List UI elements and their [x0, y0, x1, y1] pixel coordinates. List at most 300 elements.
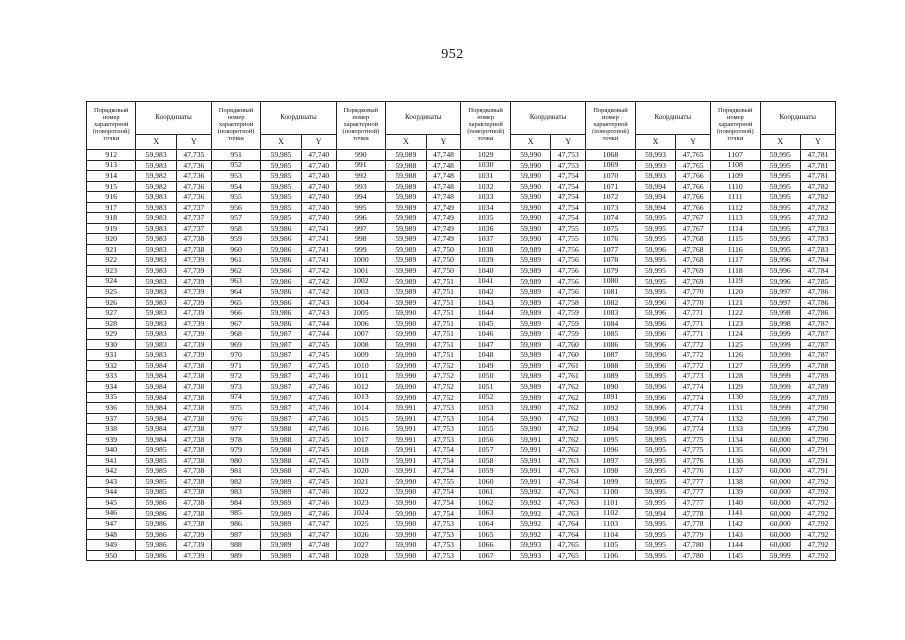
table-row: [87, 392, 836, 403]
point-number-cell: 1076: [586, 234, 635, 245]
point-number-cell: 1074: [586, 213, 635, 224]
coord-y-cell: 47,746: [301, 382, 336, 393]
point-number-cell: 1069: [586, 160, 635, 171]
table-row: [87, 466, 836, 477]
coord-x-cell: 59,996: [635, 424, 675, 435]
table-row: [87, 540, 836, 551]
coord-y-cell: 47,741: [301, 234, 336, 245]
point-number-cell: 1138: [711, 476, 760, 487]
coord-y-cell: 47,762: [551, 445, 586, 456]
coord-y-cell: 47,792: [801, 476, 836, 487]
coord-y-cell: 47,738: [176, 424, 211, 435]
point-number-cell: 1114: [711, 223, 760, 234]
coord-y-cell: 47,787: [801, 329, 836, 340]
point-number-cell: 1016: [336, 424, 385, 435]
table-row: [87, 360, 836, 371]
point-number-cell: 1130: [711, 392, 760, 403]
coord-x-cell: 59,983: [136, 308, 176, 319]
coord-x-cell: 59,995: [635, 234, 675, 245]
point-number-cell: 1095: [586, 434, 635, 445]
coord-y-cell: 47,755: [551, 234, 586, 245]
coord-x-cell: 59,994: [635, 192, 675, 203]
coord-x-cell: 59,999: [760, 392, 800, 403]
header-x: X: [261, 135, 301, 150]
coord-y-cell: 47,774: [676, 413, 711, 424]
coord-y-cell: 47,762: [551, 392, 586, 403]
table-row: [87, 266, 836, 277]
point-number-cell: 994: [336, 192, 385, 203]
coord-x-cell: 59,983: [136, 287, 176, 298]
coord-x-cell: 59,999: [760, 403, 800, 414]
coord-y-cell: 47,763: [551, 498, 586, 509]
coord-y-cell: 47,753: [426, 403, 461, 414]
header-point-number: Порядковый номер характерной (поворотной) точки: [336, 102, 385, 150]
coord-y-cell: 47,782: [801, 192, 836, 203]
coord-y-cell: 47,751: [426, 329, 461, 340]
coord-x-cell: 59,986: [261, 223, 301, 234]
coord-x-cell: 59,989: [261, 476, 301, 487]
coord-x-cell: 59,995: [635, 519, 675, 530]
coord-y-cell: 47,738: [176, 434, 211, 445]
coord-y-cell: 47,788: [801, 360, 836, 371]
coord-y-cell: 47,746: [301, 413, 336, 424]
point-number-cell: 1030: [461, 160, 510, 171]
coord-x-cell: 59,995: [635, 266, 675, 277]
point-number-cell: 1001: [336, 266, 385, 277]
point-number-cell: 1056: [461, 434, 510, 445]
coord-y-cell: 47,759: [551, 308, 586, 319]
point-number-cell: 1125: [711, 339, 760, 350]
coord-x-cell: 60,000: [760, 529, 800, 540]
point-number-cell: 973: [211, 382, 260, 393]
point-number-cell: 971: [211, 360, 260, 371]
coord-x-cell: 59,996: [635, 308, 675, 319]
coord-y-cell: 47,739: [176, 329, 211, 340]
coord-y-cell: 47,749: [426, 223, 461, 234]
point-number-cell: 1068: [586, 150, 635, 161]
point-number-cell: 950: [87, 550, 136, 561]
point-number-cell: 974: [211, 392, 260, 403]
coord-y-cell: 47,777: [676, 498, 711, 509]
coord-y-cell: 47,739: [176, 308, 211, 319]
coord-x-cell: 59,983: [136, 160, 176, 171]
coord-y-cell: 47,785: [801, 276, 836, 287]
coord-x-cell: 59,986: [261, 234, 301, 245]
coord-y-cell: 47,738: [176, 445, 211, 456]
point-number-cell: 988: [211, 540, 260, 551]
coord-y-cell: 47,787: [801, 339, 836, 350]
point-number-cell: 1145: [711, 550, 760, 561]
coord-x-cell: 59,995: [760, 234, 800, 245]
point-number-cell: 1063: [461, 508, 510, 519]
point-number-cell: 1025: [336, 519, 385, 530]
coord-y-cell: 47,746: [301, 371, 336, 382]
point-number-cell: 972: [211, 371, 260, 382]
coord-y-cell: 47,781: [801, 160, 836, 171]
point-number-cell: 1087: [586, 350, 635, 361]
coord-x-cell: 59,989: [510, 244, 550, 255]
point-number-cell: 1066: [461, 540, 510, 551]
coord-x-cell: 59,986: [136, 529, 176, 540]
coord-y-cell: 47,748: [426, 160, 461, 171]
point-number-cell: 1078: [586, 255, 635, 266]
coord-y-cell: 47,752: [426, 371, 461, 382]
table-row: [87, 371, 836, 382]
coord-x-cell: 59,989: [386, 192, 426, 203]
point-number-cell: 1139: [711, 487, 760, 498]
table-row: [87, 181, 836, 192]
point-number-cell: 1082: [586, 297, 635, 308]
table-row: [87, 329, 836, 340]
coord-x-cell: 59,983: [136, 276, 176, 287]
coord-y-cell: 47,751: [426, 308, 461, 319]
point-number-cell: 1034: [461, 202, 510, 213]
table-row: [87, 424, 836, 435]
coord-x-cell: 59,990: [386, 360, 426, 371]
point-number-cell: 1127: [711, 360, 760, 371]
coord-x-cell: 59,991: [510, 476, 550, 487]
coord-x-cell: 59,999: [760, 550, 800, 561]
coord-y-cell: 47,754: [551, 181, 586, 192]
coord-x-cell: 59,989: [510, 308, 550, 319]
point-number-cell: 1005: [336, 308, 385, 319]
table-row: [87, 308, 836, 319]
coord-x-cell: 59,991: [510, 455, 550, 466]
point-number-cell: 963: [211, 276, 260, 287]
coord-y-cell: 47,739: [176, 287, 211, 298]
table-row: [87, 171, 836, 182]
coord-y-cell: 47,753: [551, 150, 586, 161]
point-number-cell: 967: [211, 318, 260, 329]
header-coordinates: Координаты: [136, 102, 211, 135]
coord-y-cell: 47,738: [176, 487, 211, 498]
coord-x-cell: 59,989: [386, 223, 426, 234]
coord-y-cell: 47,753: [426, 413, 461, 424]
coord-x-cell: 59,996: [635, 392, 675, 403]
point-number-cell: 923: [87, 266, 136, 277]
coord-y-cell: 47,753: [426, 550, 461, 561]
coord-y-cell: 47,769: [676, 276, 711, 287]
coord-x-cell: 59,987: [261, 360, 301, 371]
coord-x-cell: 59,987: [261, 392, 301, 403]
coord-y-cell: 47,770: [676, 297, 711, 308]
coord-y-cell: 47,751: [426, 297, 461, 308]
coord-y-cell: 47,781: [801, 171, 836, 182]
header-y: Y: [676, 135, 711, 150]
coord-y-cell: 47,792: [801, 519, 836, 530]
point-number-cell: 1119: [711, 276, 760, 287]
coord-x-cell: 59,993: [635, 171, 675, 182]
coord-x-cell: 59,989: [261, 487, 301, 498]
coord-x-cell: 60,000: [760, 498, 800, 509]
coord-y-cell: 47,743: [301, 308, 336, 319]
coord-y-cell: 47,735: [176, 150, 211, 161]
table-row: [87, 287, 836, 298]
point-number-cell: 976: [211, 413, 260, 424]
coord-x-cell: 59,989: [510, 255, 550, 266]
point-number-cell: 934: [87, 382, 136, 393]
coord-x-cell: 59,989: [510, 329, 550, 340]
point-number-cell: 1128: [711, 371, 760, 382]
coord-x-cell: 59,990: [386, 498, 426, 509]
coord-x-cell: 59,983: [136, 223, 176, 234]
coord-x-cell: 59,996: [635, 360, 675, 371]
point-number-cell: 926: [87, 297, 136, 308]
coord-x-cell: 59,982: [136, 171, 176, 182]
point-number-cell: 1077: [586, 244, 635, 255]
coord-y-cell: 47,790: [801, 403, 836, 414]
point-number-cell: 1072: [586, 192, 635, 203]
point-number-cell: 1085: [586, 329, 635, 340]
point-number-cell: 920: [87, 234, 136, 245]
coord-x-cell: 59,985: [261, 202, 301, 213]
coord-y-cell: 47,745: [301, 360, 336, 371]
coord-x-cell: 59,989: [261, 519, 301, 530]
point-number-cell: 1110: [711, 181, 760, 192]
coord-x-cell: 59,995: [635, 550, 675, 561]
coord-x-cell: 59,999: [760, 424, 800, 435]
point-number-cell: 1061: [461, 487, 510, 498]
coord-y-cell: 47,754: [551, 171, 586, 182]
coord-x-cell: 59,984: [136, 434, 176, 445]
coord-y-cell: 47,750: [426, 244, 461, 255]
coord-x-cell: 59,995: [635, 371, 675, 382]
point-number-cell: 1046: [461, 329, 510, 340]
coord-x-cell: 59,982: [136, 181, 176, 192]
coord-y-cell: 47,766: [676, 202, 711, 213]
coord-y-cell: 47,791: [801, 466, 836, 477]
coord-x-cell: 59,983: [136, 192, 176, 203]
coord-y-cell: 47,739: [176, 540, 211, 551]
coord-y-cell: 47,768: [676, 234, 711, 245]
point-number-cell: 928: [87, 318, 136, 329]
coord-x-cell: 59,988: [386, 160, 426, 171]
point-number-cell: 944: [87, 487, 136, 498]
coord-x-cell: 59,989: [510, 382, 550, 393]
coord-y-cell: 47,774: [676, 382, 711, 393]
coord-x-cell: 59,989: [386, 181, 426, 192]
coord-x-cell: 59,999: [760, 360, 800, 371]
coord-y-cell: 47,745: [301, 466, 336, 477]
coord-y-cell: 47,748: [426, 171, 461, 182]
coord-y-cell: 47,748: [426, 181, 461, 192]
point-number-cell: 1026: [336, 529, 385, 540]
coord-x-cell: 59,986: [261, 276, 301, 287]
coord-x-cell: 59,985: [261, 160, 301, 171]
coord-x-cell: 59,989: [386, 150, 426, 161]
point-number-cell: 943: [87, 476, 136, 487]
point-number-cell: 1032: [461, 181, 510, 192]
coord-x-cell: 59,996: [635, 382, 675, 393]
coord-x-cell: 59,992: [510, 529, 550, 540]
coord-y-cell: 47,746: [301, 487, 336, 498]
coord-x-cell: 59,992: [510, 519, 550, 530]
table-row: [87, 160, 836, 171]
coord-y-cell: 47,739: [176, 529, 211, 540]
coord-y-cell: 47,749: [426, 234, 461, 245]
point-number-cell: 1065: [461, 529, 510, 540]
point-number-cell: 918: [87, 213, 136, 224]
coord-x-cell: 59,996: [635, 244, 675, 255]
point-number-cell: 966: [211, 308, 260, 319]
coord-y-cell: 47,741: [301, 255, 336, 266]
coord-x-cell: 59,987: [261, 413, 301, 424]
coord-x-cell: 59,989: [386, 213, 426, 224]
coord-x-cell: 59,989: [386, 297, 426, 308]
coord-x-cell: 59,997: [760, 287, 800, 298]
point-number-cell: 1038: [461, 244, 510, 255]
coord-x-cell: 59,989: [510, 276, 550, 287]
coord-x-cell: 59,983: [136, 339, 176, 350]
coord-y-cell: 47,756: [551, 244, 586, 255]
header-y: Y: [301, 135, 336, 150]
point-number-cell: 978: [211, 434, 260, 445]
coord-x-cell: 59,987: [261, 339, 301, 350]
coord-y-cell: 47,746: [301, 403, 336, 414]
coord-y-cell: 47,745: [301, 476, 336, 487]
coord-y-cell: 47,781: [801, 150, 836, 161]
coord-y-cell: 47,753: [426, 424, 461, 435]
coord-x-cell: 59,987: [261, 382, 301, 393]
coord-y-cell: 47,762: [551, 403, 586, 414]
point-number-cell: 1000: [336, 255, 385, 266]
point-number-cell: 1117: [711, 255, 760, 266]
point-number-cell: 929: [87, 329, 136, 340]
coord-y-cell: 47,754: [551, 213, 586, 224]
coord-x-cell: 59,996: [635, 403, 675, 414]
point-number-cell: 1107: [711, 150, 760, 161]
coord-x-cell: 59,995: [635, 255, 675, 266]
coord-x-cell: 59,984: [136, 413, 176, 424]
coord-y-cell: 47,766: [676, 192, 711, 203]
point-number-cell: 947: [87, 519, 136, 530]
coord-y-cell: 47,772: [676, 350, 711, 361]
table-row: [87, 498, 836, 509]
coord-y-cell: 47,792: [801, 498, 836, 509]
point-number-cell: 1088: [586, 360, 635, 371]
coord-y-cell: 47,751: [426, 350, 461, 361]
point-number-cell: 948: [87, 529, 136, 540]
point-number-cell: 1004: [336, 297, 385, 308]
point-number-cell: 955: [211, 192, 260, 203]
point-number-cell: 932: [87, 360, 136, 371]
coord-y-cell: 47,748: [301, 540, 336, 551]
coord-y-cell: 47,783: [801, 234, 836, 245]
point-number-cell: 931: [87, 350, 136, 361]
point-number-cell: 984: [211, 498, 260, 509]
coord-y-cell: 47,775: [676, 445, 711, 456]
coord-x-cell: 59,986: [261, 308, 301, 319]
coord-y-cell: 47,744: [301, 329, 336, 340]
coord-x-cell: 59,994: [635, 202, 675, 213]
coord-y-cell: 47,762: [551, 434, 586, 445]
coord-x-cell: 59,986: [261, 266, 301, 277]
point-number-cell: 1019: [336, 455, 385, 466]
table-row: [87, 476, 836, 487]
point-number-cell: 983: [211, 487, 260, 498]
point-number-cell: 1137: [711, 466, 760, 477]
coord-y-cell: 47,765: [676, 150, 711, 161]
coord-x-cell: 59,990: [386, 350, 426, 361]
coord-y-cell: 47,738: [176, 455, 211, 466]
point-number-cell: 957: [211, 213, 260, 224]
coord-x-cell: 59,983: [136, 318, 176, 329]
coord-y-cell: 47,753: [426, 434, 461, 445]
coord-x-cell: 59,995: [635, 466, 675, 477]
coord-x-cell: 59,988: [261, 434, 301, 445]
table-row: [87, 413, 836, 424]
point-number-cell: 1011: [336, 371, 385, 382]
point-number-cell: 991: [336, 160, 385, 171]
table-row: [87, 244, 836, 255]
point-number-cell: 969: [211, 339, 260, 350]
coord-x-cell: 59,985: [261, 171, 301, 182]
coord-x-cell: 59,994: [635, 181, 675, 192]
coord-x-cell: 59,983: [136, 350, 176, 361]
coord-x-cell: 59,987: [261, 329, 301, 340]
coord-y-cell: 47,782: [801, 213, 836, 224]
coord-y-cell: 47,746: [301, 498, 336, 509]
coord-x-cell: 59,997: [760, 297, 800, 308]
coord-x-cell: 59,983: [136, 297, 176, 308]
point-number-cell: 924: [87, 276, 136, 287]
point-number-cell: 1099: [586, 476, 635, 487]
point-number-cell: 1052: [461, 392, 510, 403]
coord-y-cell: 47,754: [426, 487, 461, 498]
coord-x-cell: 59,995: [635, 223, 675, 234]
point-number-cell: 993: [336, 181, 385, 192]
point-number-cell: 1131: [711, 403, 760, 414]
coord-x-cell: 59,983: [136, 266, 176, 277]
coord-y-cell: 47,753: [551, 160, 586, 171]
coord-x-cell: 59,986: [136, 498, 176, 509]
coord-x-cell: 59,989: [261, 550, 301, 561]
coord-y-cell: 47,742: [301, 287, 336, 298]
coord-x-cell: 59,990: [510, 223, 550, 234]
coord-x-cell: 59,986: [261, 297, 301, 308]
coord-y-cell: 47,792: [801, 487, 836, 498]
point-number-cell: 1121: [711, 297, 760, 308]
point-number-cell: 953: [211, 171, 260, 182]
point-number-cell: 1055: [461, 424, 510, 435]
point-number-cell: 1044: [461, 308, 510, 319]
point-number-cell: 1002: [336, 276, 385, 287]
point-number-cell: 927: [87, 308, 136, 319]
point-number-cell: 1098: [586, 466, 635, 477]
coord-y-cell: 47,763: [551, 466, 586, 477]
coord-x-cell: 59,988: [386, 171, 426, 182]
coord-x-cell: 59,986: [136, 508, 176, 519]
point-number-cell: 1143: [711, 529, 760, 540]
coord-x-cell: 59,989: [386, 266, 426, 277]
coord-x-cell: 59,991: [386, 466, 426, 477]
point-number-cell: 956: [211, 202, 260, 213]
coord-y-cell: 47,768: [676, 255, 711, 266]
coord-y-cell: 47,783: [801, 223, 836, 234]
point-number-cell: 1091: [586, 392, 635, 403]
table-row: [87, 508, 836, 519]
coord-x-cell: 59,990: [386, 339, 426, 350]
coord-y-cell: 47,763: [551, 487, 586, 498]
coord-y-cell: 47,745: [301, 445, 336, 456]
coord-x-cell: 59,990: [386, 308, 426, 319]
point-number-cell: 1140: [711, 498, 760, 509]
coord-x-cell: 59,983: [136, 150, 176, 161]
coord-x-cell: 59,995: [760, 192, 800, 203]
coord-y-cell: 47,738: [176, 234, 211, 245]
coord-x-cell: 59,988: [261, 445, 301, 456]
coord-x-cell: 59,990: [510, 213, 550, 224]
